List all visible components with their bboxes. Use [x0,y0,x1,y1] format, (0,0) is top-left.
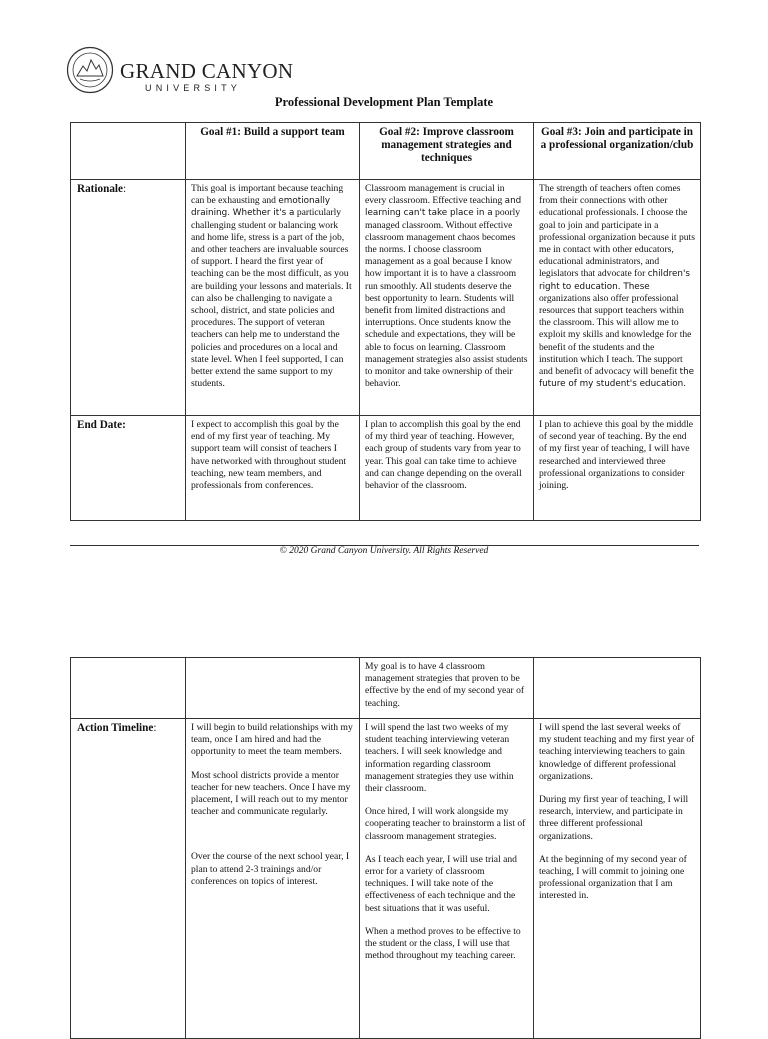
goal2-step2: Once hired, I will work alongside my cooperating teacher to brainstorm a list of classroom management strategies. [365,806,526,842]
header-empty-cell [71,123,186,180]
rationale-goal3: The strength of teachers often comes from their connections with other educational professionals. I choose the goal to join and participate in a professional organization because it puts me in contact with other educators, educational administrators, and legislators that advocate for children's right to education. These organizations also offer professional resources that support teachers within the classroom. This will allow me to exploit my skills and knowledge for the benefit of the students and the institution which I teach. The support and benefit of advocacy will benefit the future of my student's education. [534,180,701,416]
action-timeline-goal3 [534,719,701,1039]
logo-subtitle: UNIVERSITY [145,83,242,93]
action-timeline-label: Action Timeline: [71,719,186,1039]
plan-table-page2 [70,657,701,1039]
rationale-label: Rationale: [71,180,186,416]
action-timeline-goal2 [360,719,534,1039]
goal2-step4: When a method proves to be effective to the student or the class, I will use that method throughout my teaching career. [365,925,521,962]
logo-wordmark: GRAND CANYON [120,59,294,83]
goal2-step1: I will spend the last two weeks of my student teaching interviewing veteran teachers. I will seek knowledge and information regarding classroom management strategies they use within their classroom. [365,722,514,795]
goal3-step1: I will spend the last several weeks of my student teaching and my first year of teaching interviewing teachers to gain knowledge of different professional organizations. [539,722,695,782]
continued-empty-cell-2 [186,658,360,719]
goal1-step2: Most school districts provide a mentor teacher for new teachers. Once I have my placement, I will reach out to my mentor teacher and communicate regularly. [191,769,351,818]
university-seal-icon [66,46,114,94]
continued-empty-cell-1 [71,658,186,719]
end-date-label: End Date: [71,416,186,521]
goal2-step3: As I teach each year, I will use trial and error for a variety of classroom techniques. I will take note of the effectiveness of each technique and the best situations that it was useful. [365,853,517,914]
goal3-step2: During my first year of teaching, I will research, interview, and participate in three different professional organizations. [539,794,689,842]
end-date-goal2: I plan to accomplish this goal by the end of my third year of teaching. However, each group of students vary from year to year. This goal can take time to achieve and can change depending on the overall behavior of the classroom. [360,416,534,521]
rationale-row [71,180,701,416]
goal3-header: Goal #3: Join and participate in a professional organization/club [534,123,701,180]
action-timeline-goal1 [186,719,360,1039]
end-date-goal3: I plan to achieve this goal by the middle of second year of teaching. By the end of my first year of teaching, I will have researched and interviewed three professional organizations to consider joining. [534,416,701,521]
goal3-step3: At the beginning of my second year of teaching, I will commit to joining one professional organization that I am interested in. [539,853,687,902]
goal1-step3: Over the course of the next school year, I plan to attend 2-3 trainings and/or conferences on topics of interest. [191,851,350,887]
continued-row [71,658,701,719]
continued-empty-cell-3 [534,658,701,719]
copyright-notice: © 2020 Grand Canyon University. All Rights Reserved [279,546,489,556]
goal1-header: Goal #1: Build a support team [186,123,360,180]
rationale-goal1: This goal is important because teaching can be exhausting and emotionally draining. Whether it's a particularly challenging student or balancing work and home life, stress is a part of the job, and other teachers are invaluable sources of support. I heard the first year of teaching can be the most difficult, as you are building your lessons and materials. It can also be challenging to navigate a school, district, and state policies and procedures. The support of veteran teachers can help me to understand the policies and procedures on a local and state level. When I feel supported, I can better extend the same support to my students. [186,180,360,416]
plan-table-page1 [70,122,701,521]
goal2-header: Goal #2: Improve classroom management strategies and techniques [360,123,534,180]
action-timeline-row [71,719,701,1039]
rationale-goal2: Classroom management is crucial in every classroom. Effective teaching and learning can't take place in a poorly managed classroom. Without effective classroom management chaos becomes the norms. I choose classroom management as a goal because I know how important it is to have a classroom run smoothly. All students deserve the best opportunity to learn. Students will benefit from limited distractions and interruptions. Once students know the schedule and expectations, they will be able to focus on learning. Classroom management strategies also assist students to monitor and take ownership of their behavior. [360,180,534,416]
university-logo [66,46,294,98]
end-date-goal1: I expect to accomplish this goal by the end of my first year of teaching. My support team will consist of teachers I have networked with throughout student teaching, new team members, and professionals from conferences. [186,416,360,521]
header-row [71,123,701,180]
continued-goal2: My goal is to have 4 classroom management strategies that proven to be effective by the end of my second year of teaching. [360,658,534,719]
goal1-step1: I will begin to build relationships with my team, once I am hired and had the opportunity to meet the team members. [191,722,353,758]
end-date-row [71,416,701,521]
document-title: Professional Development Plan Template [274,95,494,109]
